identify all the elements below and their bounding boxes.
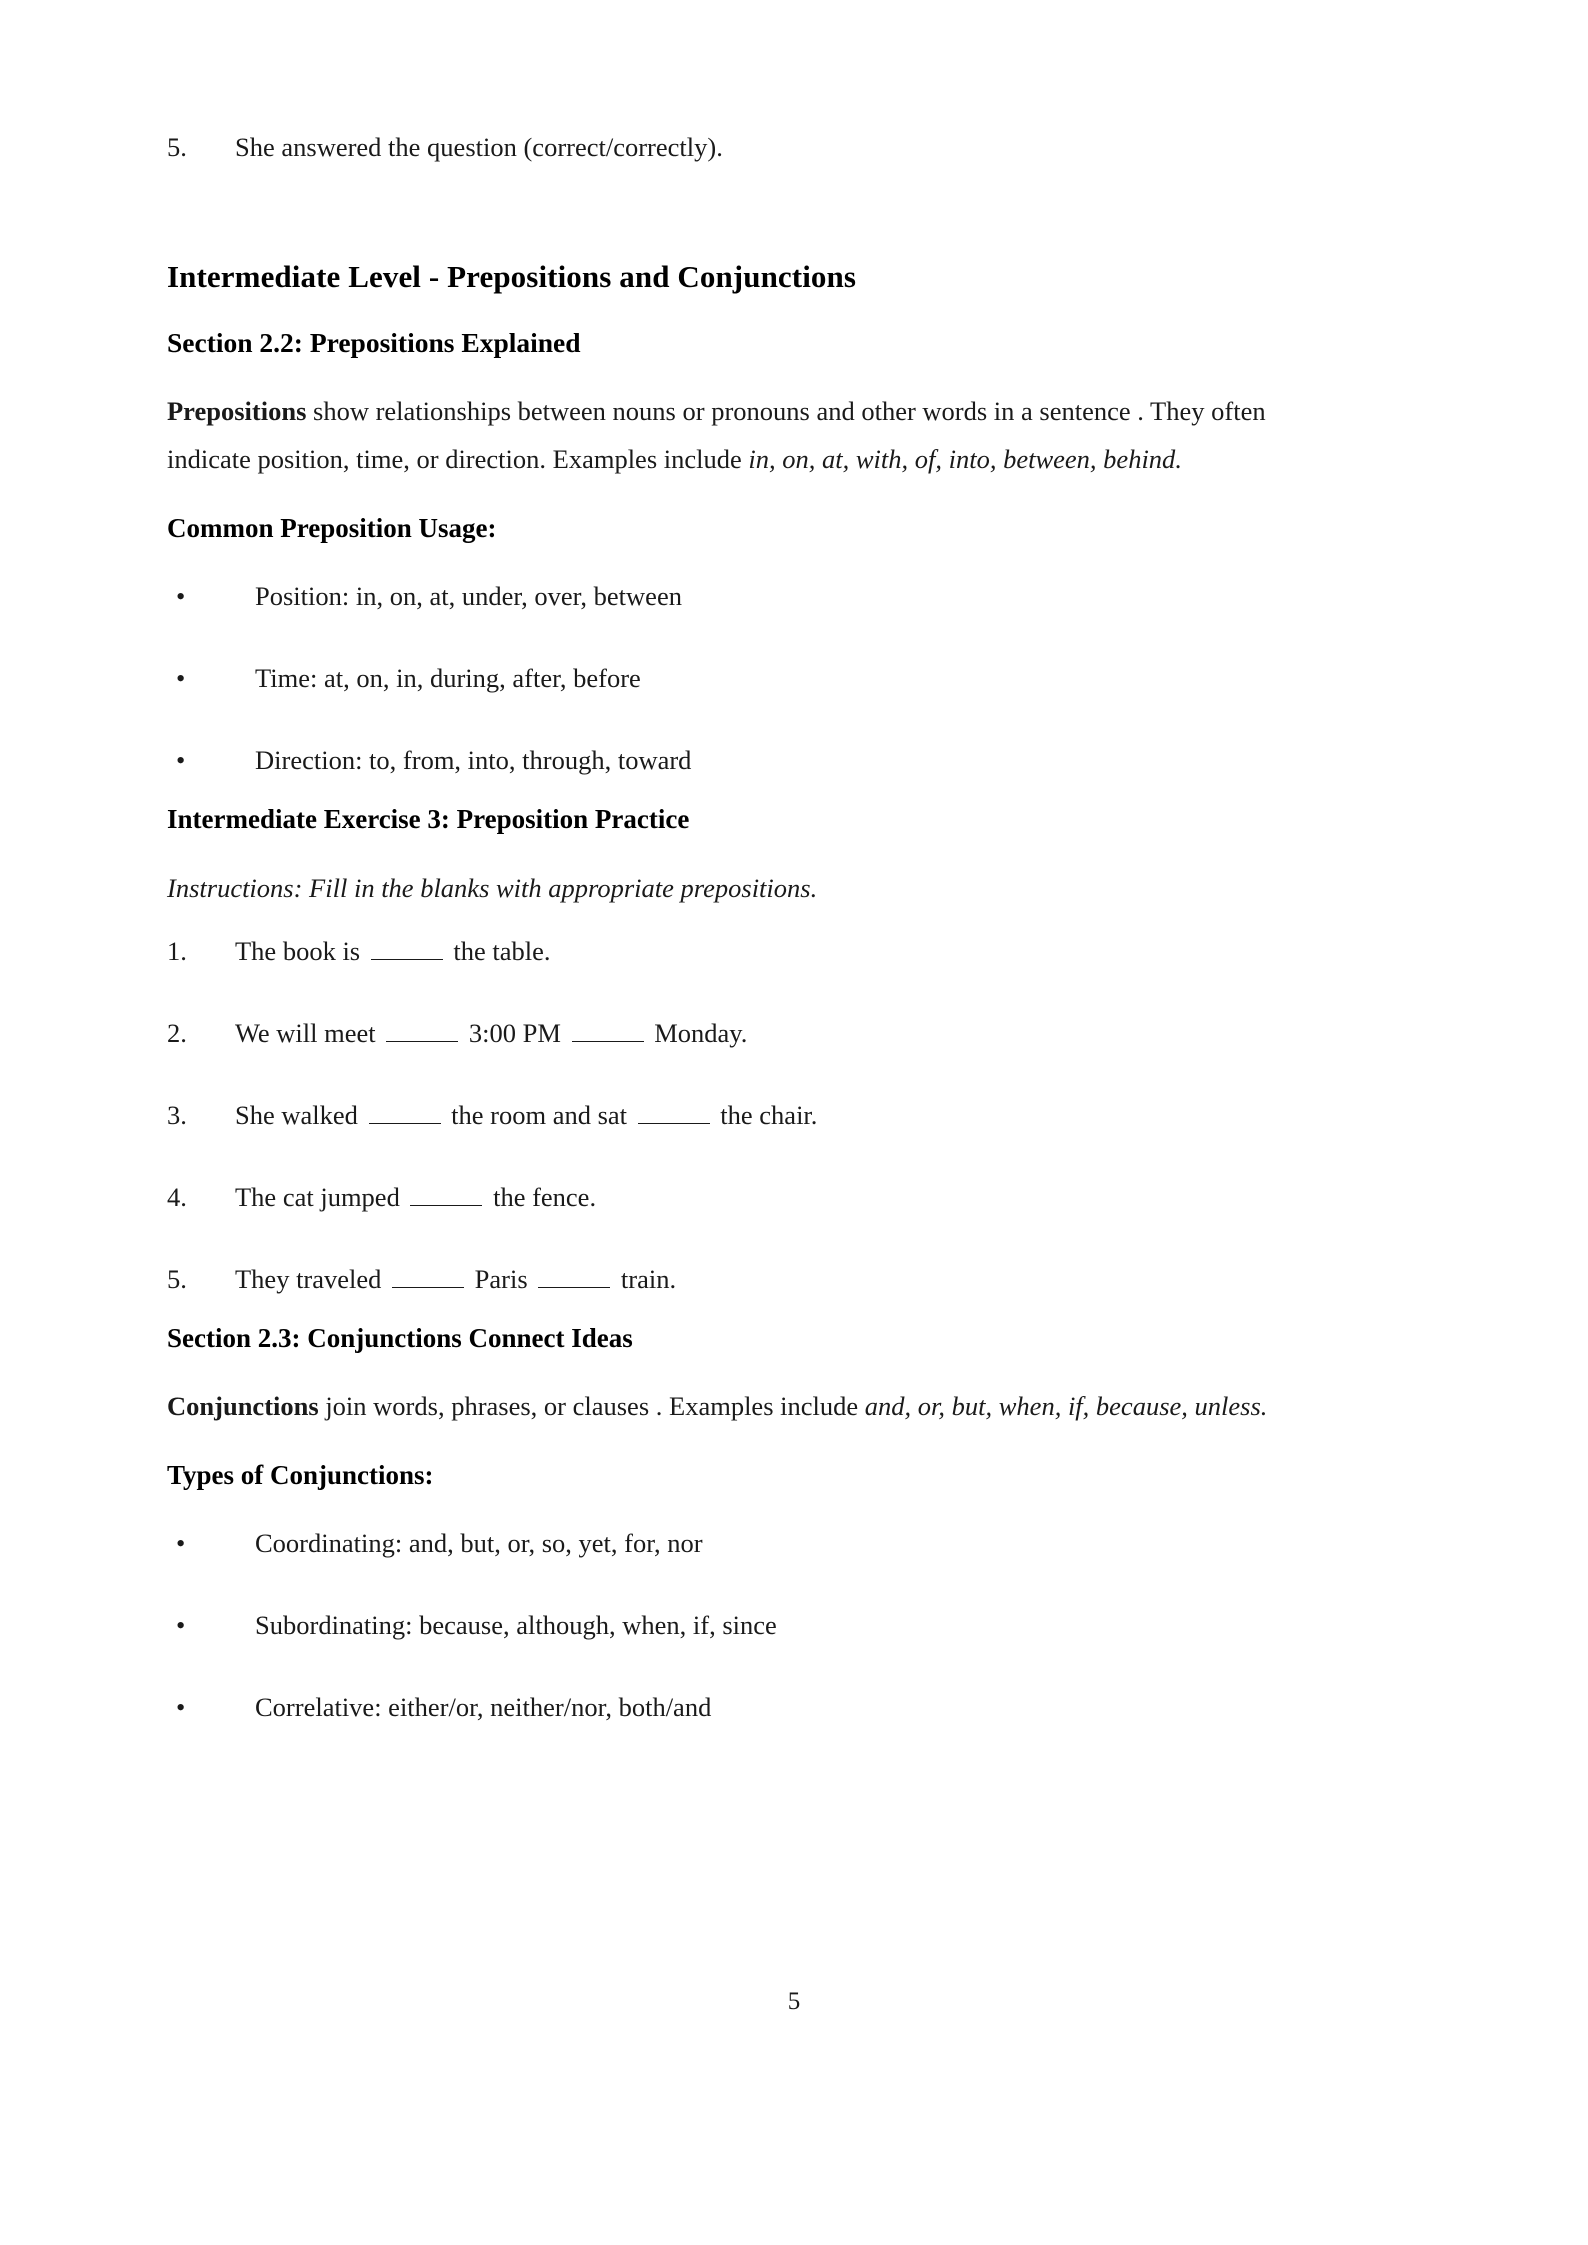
- prepositions-paragraph-plain: show relationships between nouns or pronouns and other words in a sentence . They often indicate position, time, or direction. Examples include: [167, 396, 1266, 474]
- list-item-text-part: We will meet: [235, 1018, 376, 1048]
- list-item-text-part: the fence.: [493, 1182, 597, 1212]
- types-of-conjunctions-heading: Types of Conjunctions:: [167, 1460, 434, 1490]
- list-marker: 5.: [167, 1264, 187, 1294]
- exercise-3-list: [167, 934, 1337, 1296]
- list-item: [167, 661, 1337, 695]
- list-item: [167, 743, 1337, 777]
- list-item: [167, 1098, 1337, 1132]
- list-item-text-part: The cat jumped: [235, 1182, 400, 1212]
- list-item-text-part: The book is: [235, 936, 361, 966]
- exercise-3-instructions: Instructions: Fill in the blanks with appropriate prepositions.: [167, 873, 818, 903]
- fill-in-blank[interactable]: [538, 1267, 610, 1288]
- bullet-icon: •: [176, 1692, 186, 1722]
- common-preposition-usage-heading: Common Preposition Usage:: [167, 513, 497, 543]
- list-item-text: Direction: to, from, into, through, toward: [255, 745, 692, 775]
- list-item: [167, 1608, 1337, 1642]
- bullet-icon: •: [176, 745, 186, 775]
- list-item-text: She answered the question (correct/correctly).: [235, 132, 723, 162]
- bullet-icon: •: [176, 1528, 186, 1558]
- list-item-text-part: the chair.: [720, 1100, 818, 1130]
- list-item: [167, 1526, 1337, 1560]
- fill-in-blank[interactable]: [369, 1103, 441, 1124]
- bullet-icon: •: [176, 581, 186, 611]
- list-marker: 5.: [167, 132, 187, 162]
- list-item: [167, 130, 1337, 164]
- conjunctions-paragraph-trailing: .: [1260, 1391, 1268, 1421]
- prepositions-paragraph-trailing: .: [1175, 444, 1182, 474]
- prepositions-paragraph: [167, 387, 1337, 483]
- preposition-usage-list: [167, 579, 1337, 777]
- fill-in-blank[interactable]: [386, 1021, 458, 1042]
- list-marker: 3.: [167, 1100, 187, 1130]
- list-item-text-part: She walked: [235, 1100, 358, 1130]
- list-item-text-part: Monday.: [654, 1018, 748, 1048]
- list-item-text: Coordinating: and, but, or, so, yet, for, nor: [255, 1528, 703, 1558]
- list-item-text-part: the room and sat: [451, 1100, 628, 1130]
- conjunctions-examples: and, or, but, when, if, because, unless: [864, 1391, 1261, 1421]
- conjunctions-paragraph: [167, 1382, 1337, 1430]
- list-item: [167, 1262, 1337, 1296]
- list-item: [167, 1180, 1337, 1214]
- conjunctions-lead-term: Conjunctions: [167, 1391, 319, 1421]
- prepositions-lead-term: Prepositions: [167, 396, 307, 426]
- list-item-text: Position: in, on, at, under, over, between: [255, 581, 682, 611]
- list-item: [167, 1690, 1337, 1724]
- list-item-text-part: 3:00 PM: [468, 1018, 561, 1048]
- list-item-text-part: They traveled: [235, 1264, 382, 1294]
- list-item-text-part: the table.: [453, 936, 551, 966]
- list-item: [167, 579, 1337, 613]
- conjunction-types-list: [167, 1526, 1337, 1724]
- fill-in-blank[interactable]: [371, 939, 443, 960]
- list-marker: 2.: [167, 1018, 187, 1048]
- list-item-text: Correlative: either/or, neither/nor, both/and: [255, 1692, 712, 1722]
- section-heading-2-3: Section 2.3: Conjunctions Connect Ideas: [167, 1323, 633, 1353]
- page-content: [167, 130, 1337, 1724]
- list-item-text-part: train.: [620, 1264, 677, 1294]
- conjunctions-paragraph-plain: join words, phrases, or clauses . Examples include: [318, 1391, 865, 1421]
- carryover-numbered-list: [167, 130, 1337, 164]
- list-item: [167, 1016, 1337, 1050]
- page-number: 5: [787, 1988, 801, 2015]
- bullet-icon: •: [176, 663, 186, 693]
- page-title: Intermediate Level - Prepositions and Conjunctions: [167, 259, 857, 294]
- list-item-text-part: Paris: [474, 1264, 528, 1294]
- list-marker: 1.: [167, 936, 187, 966]
- fill-in-blank[interactable]: [572, 1021, 644, 1042]
- exercise-3-heading: Intermediate Exercise 3: Preposition Practice: [167, 804, 690, 834]
- fill-in-blank[interactable]: [410, 1185, 482, 1206]
- fill-in-blank[interactable]: [392, 1267, 464, 1288]
- list-item-text: Time: at, on, in, during, after, before: [255, 663, 641, 693]
- section-heading-2-2: Section 2.2: Prepositions Explained: [167, 327, 581, 358]
- bullet-icon: •: [176, 1610, 186, 1640]
- list-item: [167, 934, 1337, 968]
- prepositions-examples: in, on, at, with, of, into, between, behind: [748, 444, 1176, 474]
- list-marker: 4.: [167, 1182, 187, 1212]
- list-item-text: Subordinating: because, although, when, if, since: [255, 1610, 777, 1640]
- fill-in-blank[interactable]: [638, 1103, 710, 1124]
